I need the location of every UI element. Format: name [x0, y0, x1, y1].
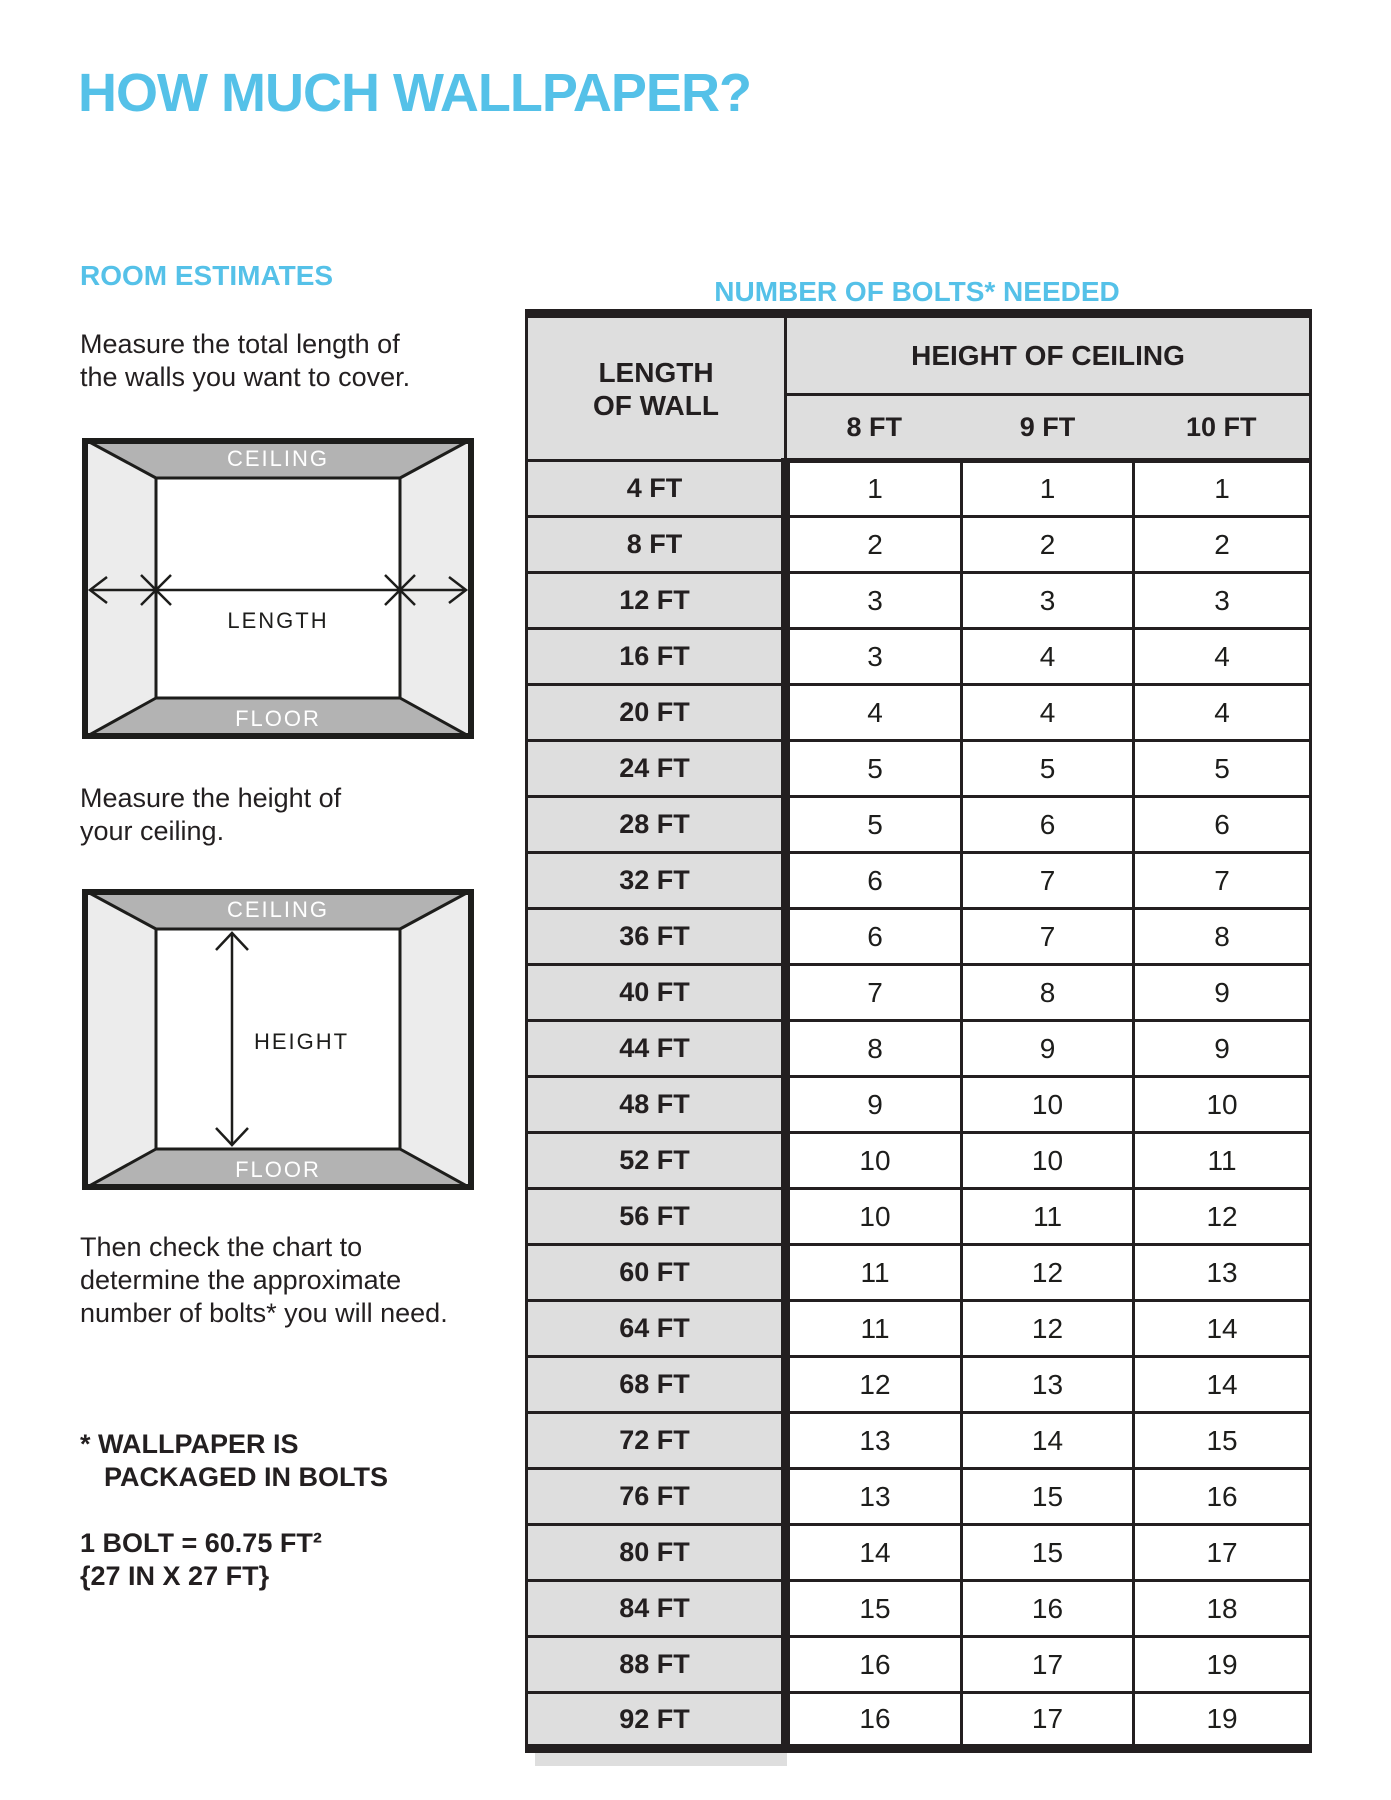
bolt-count-cell: 9 — [962, 1021, 1134, 1077]
bolt-count-cell: 12 — [1134, 1189, 1311, 1245]
bolt-count-cell: 17 — [1134, 1525, 1311, 1581]
bolts-table-container — [525, 309, 1312, 1766]
instruction-measure-length: Measure the total length of the walls you want to cover. — [80, 329, 411, 392]
row-label-wall-length: 28 FT — [527, 797, 786, 853]
bolt-count-cell: 1 — [962, 461, 1134, 517]
bolt-count-cell: 19 — [1134, 1637, 1311, 1693]
row-label-wall-length: 48 FT — [527, 1077, 786, 1133]
table-row — [527, 461, 1311, 517]
bolt-count-cell: 4 — [962, 685, 1134, 741]
bolt-count-cell: 2 — [786, 517, 962, 573]
bolt-count-cell: 9 — [1134, 1021, 1311, 1077]
bolt-count-cell: 11 — [786, 1245, 962, 1301]
row-label-wall-length: 56 FT — [527, 1189, 786, 1245]
col-group-header-height-of-ceiling: HEIGHT OF CEILING — [786, 314, 1311, 395]
bolt-count-cell: 9 — [1134, 965, 1311, 1021]
bolt-count-cell: 4 — [786, 685, 962, 741]
bolt-count-cell: 11 — [1134, 1133, 1311, 1189]
bolt-count-cell: 3 — [786, 573, 962, 629]
floor-label: FLOOR — [235, 1157, 321, 1182]
table-row — [527, 1133, 1311, 1189]
row-label-wall-length: 84 FT — [527, 1581, 786, 1637]
back-wall — [156, 478, 400, 698]
bolt-count-cell: 16 — [1134, 1469, 1311, 1525]
row-label-wall-length: 72 FT — [527, 1413, 786, 1469]
bolt-count-cell: 11 — [786, 1301, 962, 1357]
bolts-footnote: * WALLPAPER IS PACKAGED IN BOLTS — [80, 1429, 389, 1492]
row-label-wall-length: 24 FT — [527, 741, 786, 797]
bolt-count-cell: 15 — [962, 1469, 1134, 1525]
table-row — [527, 853, 1311, 909]
table-row — [527, 517, 1311, 573]
ceiling-label: CEILING — [226, 897, 330, 922]
table-row — [527, 1301, 1311, 1357]
row-label-wall-length: 20 FT — [527, 685, 786, 741]
bolt-count-cell: 3 — [1134, 573, 1311, 629]
row-label-wall-length: 52 FT — [527, 1133, 786, 1189]
length-label: LENGTH — [227, 608, 329, 633]
bolt-equation: 1 BOLT = 60.75 FT² — [80, 1528, 322, 1558]
ceiling-label: CEILING — [226, 446, 330, 471]
col-header-9ft: 9 FT — [962, 395, 1134, 461]
right-wall — [400, 889, 474, 1190]
row-label-wall-length: 16 FT — [527, 629, 786, 685]
bolt-count-cell: 13 — [962, 1357, 1134, 1413]
col-header-8ft: 8 FT — [786, 395, 962, 461]
bolt-count-cell: 5 — [1134, 741, 1311, 797]
bolt-count-cell: 10 — [962, 1077, 1134, 1133]
bolt-count-cell: 12 — [962, 1245, 1134, 1301]
bolt-count-cell: 2 — [1134, 517, 1311, 573]
bolt-count-cell: 13 — [1134, 1245, 1311, 1301]
bolt-count-cell: 6 — [1134, 797, 1311, 853]
row-label-wall-length: 4 FT — [527, 461, 786, 517]
bolts-table — [525, 309, 1312, 1753]
bolt-count-cell: 11 — [962, 1189, 1134, 1245]
bolt-count-cell: 7 — [962, 853, 1134, 909]
row-label-wall-length: 60 FT — [527, 1245, 786, 1301]
bolt-count-cell: 7 — [786, 965, 962, 1021]
bolt-count-cell: 15 — [962, 1525, 1134, 1581]
bolt-count-cell: 8 — [962, 965, 1134, 1021]
table-row — [527, 1189, 1311, 1245]
height-label: HEIGHT — [254, 1029, 350, 1054]
bolt-count-cell: 8 — [786, 1021, 962, 1077]
row-label-wall-length: 88 FT — [527, 1637, 786, 1693]
bolt-count-cell: 15 — [1134, 1413, 1311, 1469]
row-label-wall-length: 32 FT — [527, 853, 786, 909]
table-row — [527, 1637, 1311, 1693]
bolt-count-cell: 13 — [786, 1469, 962, 1525]
bolt-dimensions: {27 IN X 27 FT} — [80, 1561, 270, 1591]
table-row — [527, 1021, 1311, 1077]
row-label-wall-length: 80 FT — [527, 1525, 786, 1581]
row-label-wall-length: 12 FT — [527, 573, 786, 629]
bolt-count-cell: 3 — [786, 629, 962, 685]
bolt-count-cell: 4 — [962, 629, 1134, 685]
table-row — [527, 1245, 1311, 1301]
table-row — [527, 1693, 1311, 1749]
bolts-table-body — [527, 461, 1311, 1749]
table-row — [527, 1357, 1311, 1413]
table-row — [527, 629, 1311, 685]
instruction-measure-height: Measure the height of your ceiling. — [80, 783, 342, 846]
bolt-count-cell: 14 — [962, 1413, 1134, 1469]
table-row — [527, 1525, 1311, 1581]
left-wall — [82, 889, 156, 1190]
table-row — [527, 909, 1311, 965]
bolt-count-cell: 6 — [786, 909, 962, 965]
bolt-count-cell: 1 — [786, 461, 962, 517]
row-label-wall-length: 40 FT — [527, 965, 786, 1021]
table-row — [527, 685, 1311, 741]
bolt-count-cell: 8 — [1134, 909, 1311, 965]
bolt-count-cell: 5 — [786, 797, 962, 853]
bolt-count-cell: 4 — [1134, 629, 1311, 685]
row-label-wall-length: 36 FT — [527, 909, 786, 965]
bolt-count-cell: 7 — [962, 909, 1134, 965]
row-label-wall-length: 64 FT — [527, 1301, 786, 1357]
col-header-10ft: 10 FT — [1134, 395, 1311, 461]
row-label-wall-length: 92 FT — [527, 1693, 786, 1749]
bolt-count-cell: 9 — [786, 1077, 962, 1133]
bolt-count-cell: 14 — [786, 1525, 962, 1581]
table-row — [527, 797, 1311, 853]
bolt-count-cell: 16 — [786, 1637, 962, 1693]
bolt-count-cell: 12 — [962, 1301, 1134, 1357]
row-label-wall-length: 76 FT — [527, 1469, 786, 1525]
section-heading-room-estimates: ROOM ESTIMATES — [80, 260, 334, 291]
bolt-count-cell: 14 — [1134, 1301, 1311, 1357]
bolt-count-cell: 12 — [786, 1357, 962, 1413]
bolt-count-cell: 17 — [962, 1637, 1134, 1693]
room-length-diagram — [82, 438, 474, 739]
bolt-count-cell: 3 — [962, 573, 1134, 629]
instruction-check-chart: Then check the chart to determine the approximate number of bolts* you will need. — [80, 1232, 448, 1328]
bolt-size-info — [80, 1527, 322, 1593]
bolt-count-cell: 7 — [1134, 853, 1311, 909]
floor-label: FLOOR — [235, 706, 321, 731]
bolt-count-cell: 15 — [786, 1581, 962, 1637]
bolt-count-cell: 10 — [962, 1133, 1134, 1189]
table-row — [527, 1413, 1311, 1469]
bolt-count-cell: 6 — [962, 797, 1134, 853]
col-header-length-of-wall: LENGTH OF WALL — [527, 314, 786, 461]
table-row — [527, 573, 1311, 629]
bolt-count-cell: 10 — [786, 1189, 962, 1245]
bolt-count-cell: 14 — [1134, 1357, 1311, 1413]
bolt-count-cell: 16 — [786, 1693, 962, 1749]
bolt-count-cell: 10 — [1134, 1077, 1311, 1133]
room-height-diagram — [82, 889, 474, 1190]
table-row — [527, 741, 1311, 797]
bolt-count-cell: 2 — [962, 517, 1134, 573]
bolt-count-cell: 6 — [786, 853, 962, 909]
bolt-count-cell: 19 — [1134, 1693, 1311, 1749]
bolt-count-cell: 5 — [962, 741, 1134, 797]
row-label-wall-length: 68 FT — [527, 1357, 786, 1413]
page-title: HOW MUCH WALLPAPER? — [78, 63, 751, 123]
table-heading: NUMBER OF BOLTS* NEEDED — [714, 276, 1120, 307]
table-row — [527, 1469, 1311, 1525]
bolt-count-cell: 5 — [786, 741, 962, 797]
bolt-count-cell: 10 — [786, 1133, 962, 1189]
table-row — [527, 965, 1311, 1021]
row-label-wall-length: 44 FT — [527, 1021, 786, 1077]
table-row — [527, 1077, 1311, 1133]
table-column-shadow — [535, 1753, 787, 1766]
table-row — [527, 1581, 1311, 1637]
row-label-wall-length: 8 FT — [527, 517, 786, 573]
bolt-count-cell: 16 — [962, 1581, 1134, 1637]
bolt-count-cell: 13 — [786, 1413, 962, 1469]
bolt-count-cell: 4 — [1134, 685, 1311, 741]
bolt-count-cell: 1 — [1134, 461, 1311, 517]
bolt-count-cell: 17 — [962, 1693, 1134, 1749]
bolt-count-cell: 18 — [1134, 1581, 1311, 1637]
